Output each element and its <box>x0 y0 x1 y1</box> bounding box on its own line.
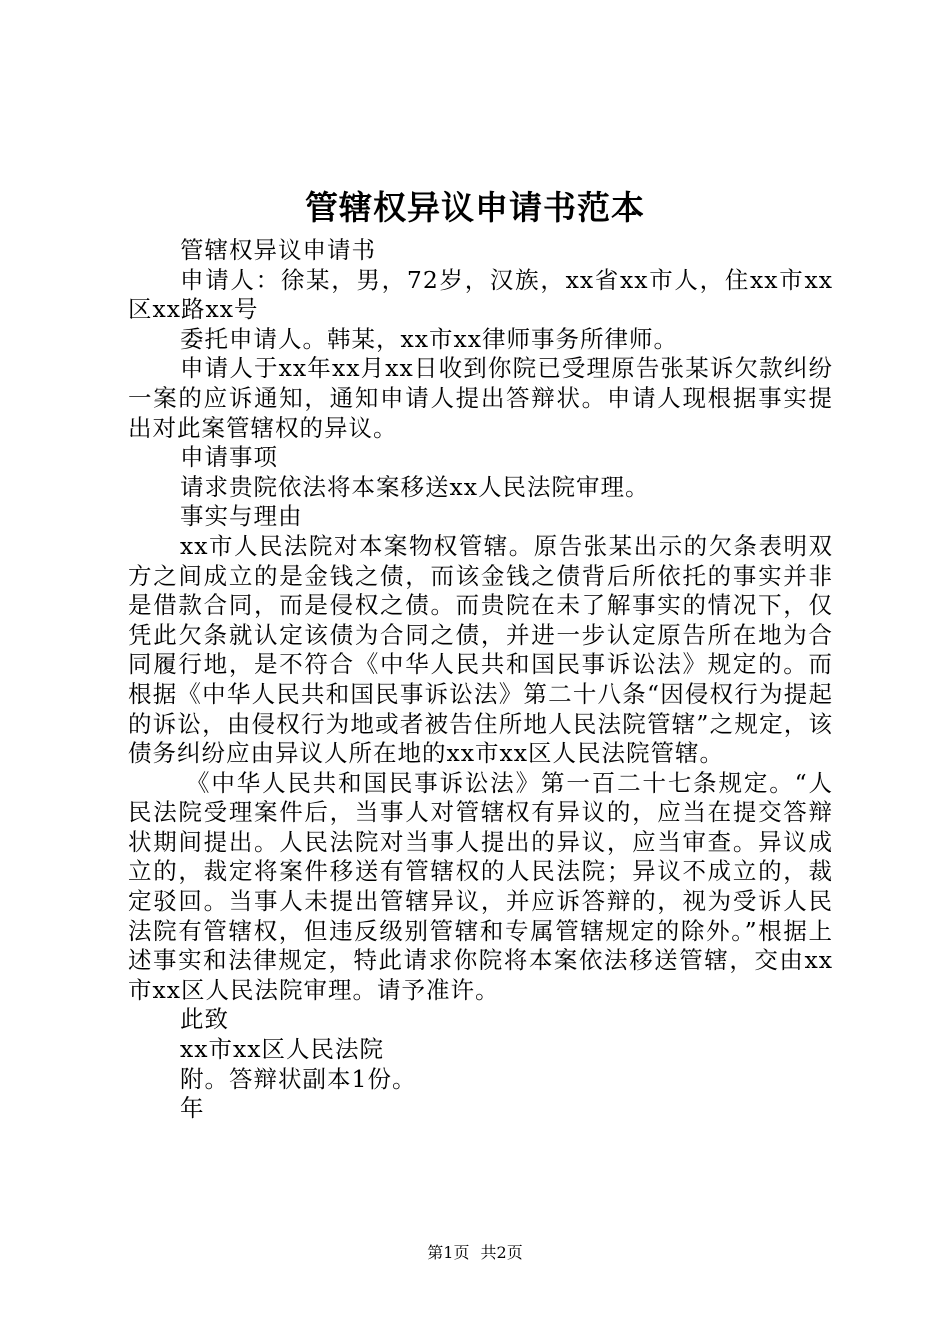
court-name: xx市xx区人民法院 <box>180 1035 385 1064</box>
notice-paragraph: 申请人于xx年xx月xx日收到你院已受理原告张某诉欠款纠纷一案的应诉通知，通知申请人提出答辩状。申请人现根据事实提出对此案管辖权的异议。 <box>128 354 833 442</box>
request-heading: 申请事项 <box>180 443 278 472</box>
attachment-line: 附。答辩状副本1份。 <box>180 1064 417 1093</box>
document-title: 管辖权异议申请书范本 <box>305 188 645 227</box>
law-paragraph: 《中华人民共和国民事诉讼法》第一百二十七条规定。“人民法院受理案件后，当事人对管辖权有异议的，应当在提交答辩状期间提出。人民法院对当事人提出的异议，应当审查。异议成立的，裁定将案件移送有管辖权的人民法院；异议不成立的，裁定驳回。当事人未提出管辖异议，并应诉答辩的，视为受诉人民法院有管辖权，但违反级别管辖和专属管辖规定的除外。”根据上述事实和法律规定，特此请求你院将本案依法移送管辖，交由xx市xx区人民法院审理。请予准许。 <box>128 768 833 1004</box>
salutation: 此致 <box>180 1005 229 1034</box>
page-total: 共2页 <box>480 1243 523 1262</box>
request-paragraph: 请求贵院依法将本案移送xx人民法院审理。 <box>180 472 650 501</box>
facts-paragraph: xx市人民法院对本案物权管辖。原告张某出示的欠条表明双方之间成立的是金钱之债，而该金钱之债背后所依托的事实并非是借款合同，而是侵权之债。而贵院在未了解事实的情况下，仅凭此欠条就认定该债为合同之债，并进一步认定原告所在地为合同履行地，是不符合《中华人民共和国民事诉讼法》规定的。而根据《中华人民共和国民事诉讼法》第二十八条“因侵权行为提起的诉讼，由侵权行为地或者被告住所地人民法院管辖”之规定，该债务纠纷应由异议人所在地的xx市xx区人民法院管辖。 <box>128 531 833 768</box>
page-number: 第1页 <box>427 1243 470 1262</box>
agent-paragraph: 委托申请人。韩某，xx市xx律师事务所律师。 <box>180 324 679 353</box>
applicant-paragraph: 申请人：徐某，男，72岁，汉族，xx省xx市人，住xx市xx区xx路xx号 <box>128 265 833 324</box>
doc-heading-paragraph: 管辖权异议申请书 <box>180 236 376 264</box>
date-line: 年 <box>180 1094 205 1123</box>
document-body <box>128 236 833 1124</box>
facts-heading: 事实与理由 <box>180 502 303 531</box>
page-footer <box>0 1243 950 1263</box>
